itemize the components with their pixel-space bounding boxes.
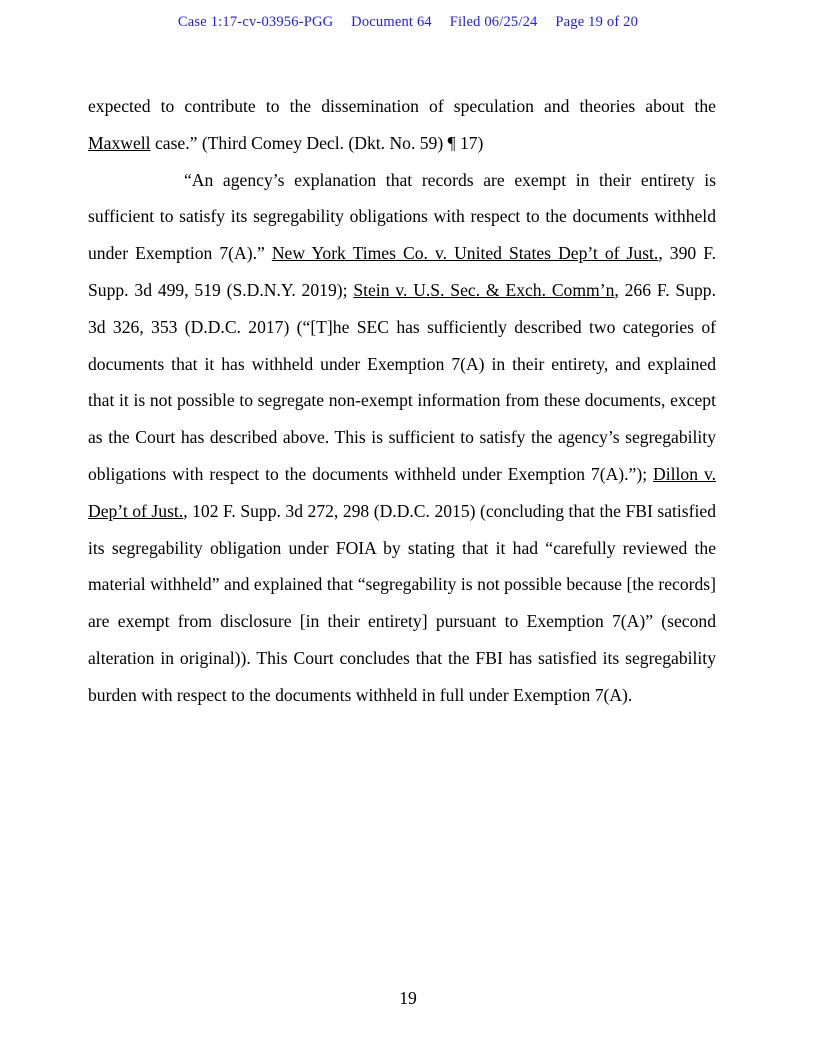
case-citation-maxwell: Maxwell (88, 132, 151, 153)
case-citation-dillon: Dillon v. Dep’t of Just. (88, 463, 716, 521)
document-body (88, 88, 716, 714)
paragraph-2-segment-4: , 102 F. Supp. 3d 272, 298 (D.D.C. 2015) (concluding that the FBI satisfied its segregability obligation under FOIA by stating that it had “carefully reviewed the material withheld” and explained that “segregability is not possible because [the records] are exempt from disclosure [in their entirety] pursuant to Exemption 7(A)” (second alteration in original)). This Court concludes that the FBI has satisfied its segregability burden with respect to the documents withheld in full under Exemption 7(A). (88, 500, 716, 705)
case-citation-nyt: New York Times Co. v. United States Dep’t of Just. (271, 243, 659, 264)
header-document-number: Document 64 (351, 14, 432, 30)
paragraph-1-segment-1: expected to contribute to the dissemination of speculation and theories about the (88, 96, 716, 116)
header-case-number: Case 1:17-cv-03956-PGG (177, 14, 334, 30)
case-citation-stein: Stein v. U.S. Sec. & Exch. Comm’n (353, 279, 615, 300)
header-page-number: Page 19 of 20 (555, 14, 639, 30)
paragraph-2-segment-3: , 266 F. Supp. 3d 326, 353 (D.D.C. 2017) (“[T]he SEC has sufficiently described two categories of documents that it has withheld under Exemption 7(A) in their entirety, and explained that it is not possible to segregate non-exempt information from these documents, except as the Court has described above. This is sufficient to satisfy the agency’s segregability obligations with respect to the documents withheld under Exemption 7(A).”); (88, 279, 716, 484)
paragraph-2-segment-1: “An agency’s explanation that records are exempt in their entirety is sufficient to satisfy its segregability obligations with respect to the documents withheld under Exemption 7(A).” (88, 169, 716, 264)
paragraph-segregability (88, 162, 716, 714)
paragraph-continuation (88, 88, 716, 162)
paragraph-2-segment-2: , 390 F. Supp. 3d 499, 519 (S.D.N.Y. 2019); (88, 243, 717, 300)
header-filed-date: Filed 06/25/24 (449, 14, 538, 30)
paragraph-1-segment-2: case.” (Third Comey Decl. (Dkt. No. 59) ¶ 17) (150, 132, 484, 153)
ecf-header-stamp (0, 14, 816, 31)
footer-page-number: 19 (399, 988, 417, 1008)
